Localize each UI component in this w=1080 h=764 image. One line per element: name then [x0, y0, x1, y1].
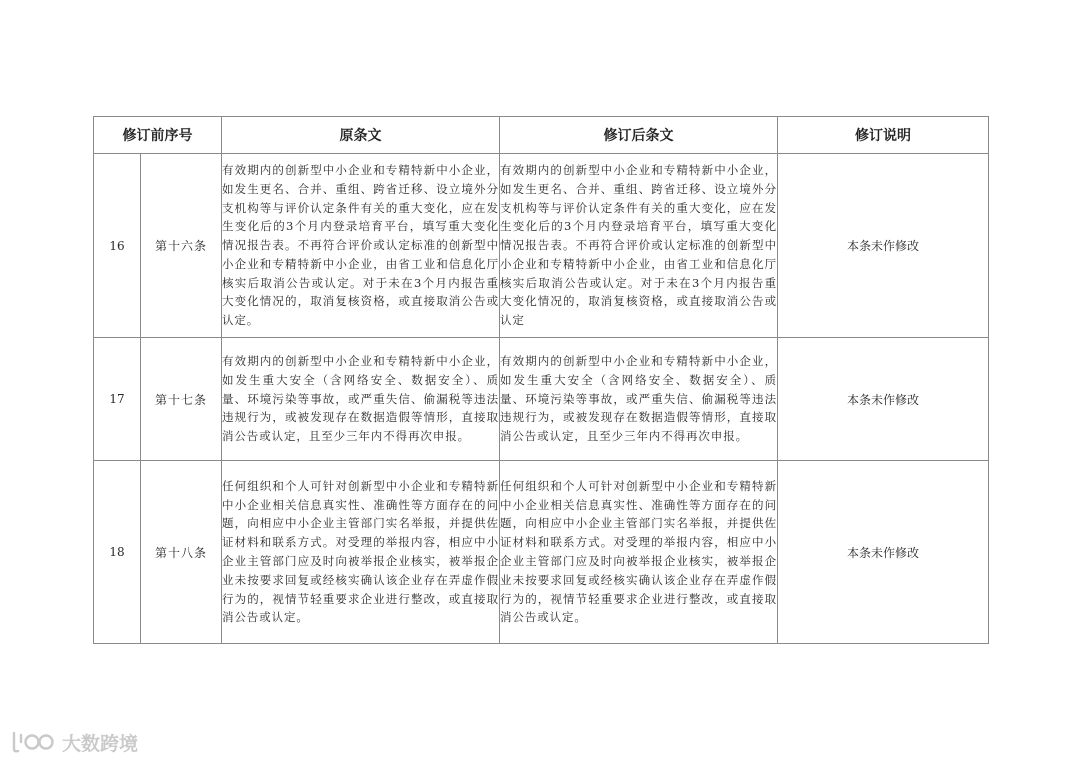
revised-text: 任何组织和个人可针对创新型中小企业和专精特新中小企业相关信息真实性、准确性等方面存在的问题，向相应中小企业主管部门实名举报，并提供佐证材料和联系方式。对受理的举报内容，相应中小企业主管部门应及时向被举报企业核实，被举报企业未按要求回复或经核实确认该企业存在弄虚作假行为的，视情节轻重要求企业进行整改，或直接取消公告或认定。: [500, 461, 778, 644]
revised-text: 有效期内的创新型中小企业和专精特新中小企业，如发生更名、合并、重组、跨省迁移、设立境外分支机构等与评价认定条件有关的重大变化，应在发生变化后的3个月内登录培育平台，填写重大变化情况报告表。不再符合评价或认定标准的创新型中小企业和专精特新中小企业，由省工业和信息化厅核实后取消公告或认定。对于未在3个月内报告重大变化情况的，取消复核资格，或直接取消公告或认定: [500, 154, 778, 338]
revision-note: 本条未作修改: [778, 461, 989, 644]
revised-text: 有效期内的创新型中小企业和专精特新中小企业，如发生重大安全（含网络安全、数据安全）、质量、环境污染等事故，或严重失信、偷漏税等违法违规行为，或被发现存在数据造假等情形，直接取消公告或认定，且至少三年内不得再次申报。: [500, 338, 778, 461]
row-number: 16: [94, 154, 141, 338]
original-text: 有效期内的创新型中小企业和专精特新中小企业，如发生重大安全（含网络安全、数据安全）、质量、环境污染等事故，或严重失信、偷漏税等违法违规行为，或被发现存在数据造假等情形，直接取消公告或认定，且至少三年内不得再次申报。: [222, 338, 500, 461]
header-original-text: 原条文: [222, 117, 500, 154]
original-text: 任何组织和个人可针对创新型中小企业和专精特新中小企业相关信息真实性、准确性等方面存在的问题，向相应中小企业主管部门实名举报，并提供佐证材料和联系方式。对受理的举报内容，相应中小企业主管部门应及时向被举报企业核实，被举报企业未按要求回复或经核实确认该企业存在弄虚作假行为的，视情节轻重要求企业进行整改，或直接取消公告或认定。: [222, 461, 500, 644]
revision-table: [93, 116, 989, 644]
header-revised-text: 修订后条文: [500, 117, 778, 154]
header-pre-revision-no: 修订前序号: [94, 117, 222, 154]
original-text: 有效期内的创新型中小企业和专精特新中小企业，如发生更名、合并、重组、跨省迁移、设立境外分支机构等与评价认定条件有关的重大变化，应在发生变化后的3个月内登录培育平台，填写重大变化情况报告表。不再符合评价或认定标准的创新型中小企业和专精特新中小企业，由省工业和信息化厅核实后取消公告或认定。对于未在3个月内报告重大变化情况的，取消复核资格，或直接取消公告或认定。: [222, 154, 500, 338]
revision-note: 本条未作修改: [778, 154, 989, 338]
table-row: [94, 338, 989, 461]
table-row: [94, 461, 989, 644]
article-number: 第十七条: [141, 338, 222, 461]
revision-note: 本条未作修改: [778, 338, 989, 461]
article-number: 第十六条: [141, 154, 222, 338]
watermark: [10, 729, 138, 755]
watermark-text: 大数跨境: [62, 732, 139, 755]
header-revision-note: 修订说明: [778, 117, 989, 154]
article-number: 第十八条: [141, 461, 222, 644]
brand-logo-icon: [10, 729, 56, 755]
table-header-row: [94, 117, 989, 154]
row-number: 18: [94, 461, 141, 644]
row-number: 17: [94, 338, 141, 461]
table-row: [94, 154, 989, 338]
